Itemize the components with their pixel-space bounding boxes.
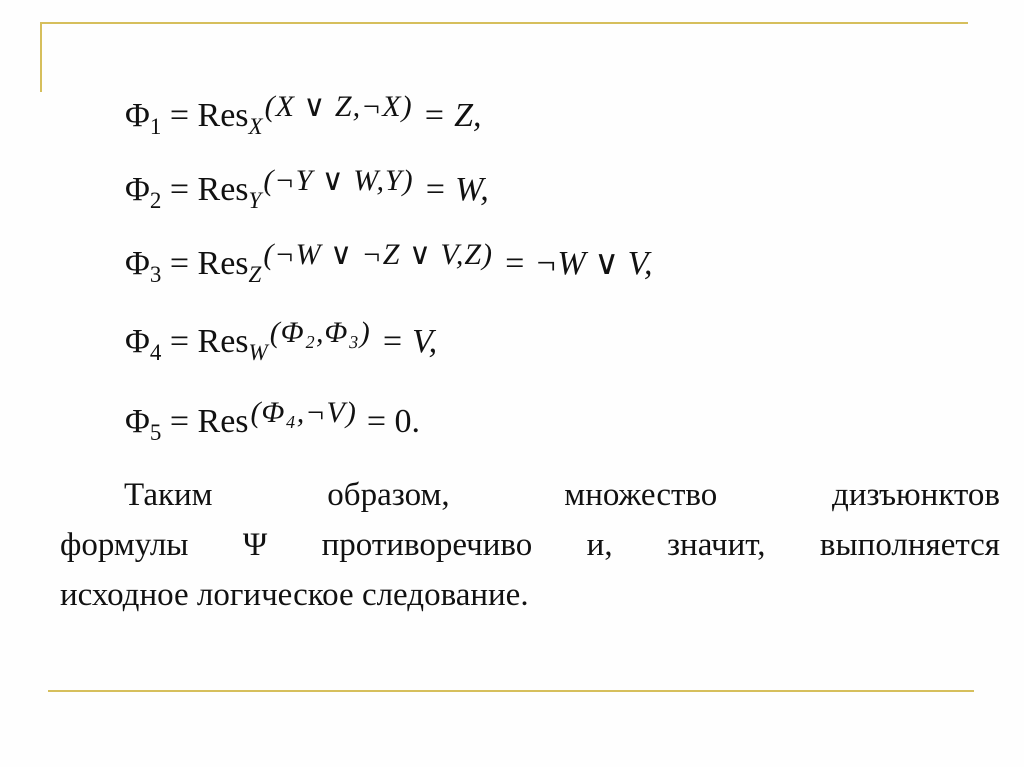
formula-index: 2 (149, 188, 162, 213)
paragraph-line-3: исходное логическое следование. (60, 577, 529, 613)
formula-res: = Res (169, 245, 249, 282)
formula-result: = ¬W ∨ V, (503, 245, 653, 282)
formula-lhs: Φ (125, 171, 150, 208)
formula-result: = Z, (422, 97, 482, 134)
formula-args: (X ∨ Z,¬X) (264, 90, 413, 123)
formula-index: 3 (149, 262, 162, 287)
formula-3 (125, 240, 653, 288)
formula-res: = Res (169, 403, 249, 440)
bottom-rule (48, 690, 974, 692)
formula-result: = V, (380, 323, 438, 360)
formula-lhs: Φ (125, 97, 150, 134)
formula-lhs: Φ (125, 245, 150, 282)
formula-args: (¬W ∨ ¬Z ∨ V,Z) (263, 238, 494, 271)
formula-result: = W, (423, 171, 489, 208)
formula-res: = Res (169, 323, 249, 360)
left-rule (40, 22, 42, 92)
formula-var: Z (248, 262, 262, 287)
formula-lhs: Φ (125, 323, 150, 360)
conclusion-paragraph (60, 470, 1000, 620)
formula-5 (125, 398, 420, 446)
formula-args: (Φ₄,¬V) (250, 396, 357, 429)
formula-var: W (248, 340, 268, 365)
paragraph-line-1: Таким образом, множество дизъюнктов (124, 477, 1000, 513)
formula-index: 1 (149, 114, 162, 139)
formula-var: X (248, 114, 263, 139)
formula-res: = Res (169, 97, 249, 134)
formula-lhs: Φ (125, 403, 150, 440)
formula-index: 4 (149, 340, 162, 365)
formula-index: 5 (149, 420, 162, 445)
formula-var: Y (248, 188, 262, 213)
formula-4 (125, 318, 437, 366)
formula-2 (125, 166, 489, 214)
formula-result: = 0. (366, 403, 421, 440)
paragraph-line-2: формулы Ψ противоречиво и, значит, выполняется (60, 527, 1000, 563)
formula-1 (125, 92, 482, 140)
formula-args: (Φ₂,Φ₃) (269, 316, 371, 349)
formula-res: = Res (169, 171, 249, 208)
formula-args: (¬Y ∨ W,Y) (263, 164, 414, 197)
top-rule (40, 22, 968, 24)
